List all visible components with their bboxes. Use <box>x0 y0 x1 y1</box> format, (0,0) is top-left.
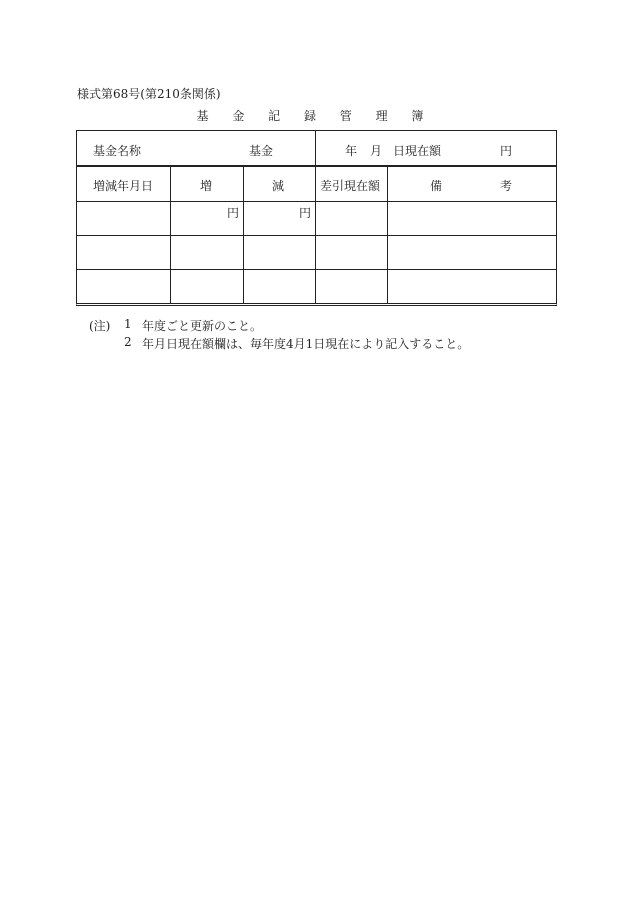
column-header-decrease: 減 <box>272 179 285 193</box>
col-divider-4 <box>387 167 388 304</box>
column-header-date: 増減年月日 <box>93 179 154 193</box>
column-header-balance: 差引現在額 <box>320 179 381 193</box>
decrease-yen-unit: 円 <box>299 206 312 220</box>
form-number: 様式第68号(第210条関係) <box>77 87 221 101</box>
fund-suffix: 基金 <box>249 144 274 158</box>
note-1-number: 1 <box>124 317 132 331</box>
column-header-divider <box>77 201 556 202</box>
notes-prefix: (注) <box>89 319 111 333</box>
year-label: 年 <box>345 144 358 158</box>
fund-record-ledger-table <box>76 130 557 306</box>
col-divider-2 <box>243 167 244 304</box>
column-header-remarks-1: 備 <box>430 179 443 193</box>
header-vertical-divider <box>315 131 316 166</box>
row-divider-1 <box>77 235 556 236</box>
col-divider-1 <box>170 167 171 304</box>
day-balance-label: 日現在額 <box>393 144 442 158</box>
month-label: 月 <box>370 144 383 158</box>
fund-name-label: 基金名称 <box>93 144 142 158</box>
note-2-text: 年月日現在額欄は、毎年度4月1日現在により記入すること。 <box>142 337 470 351</box>
column-header-increase: 増 <box>200 179 213 193</box>
note-1-text: 年度ごと更新のこと。 <box>142 319 263 333</box>
increase-yen-unit: 円 <box>227 206 240 220</box>
document-title: 基 金 記 録 管 理 簿 <box>196 109 434 123</box>
balance-yen-unit: 円 <box>500 144 513 158</box>
row-divider-2 <box>77 269 556 270</box>
col-divider-3 <box>315 167 316 304</box>
note-2-number: 2 <box>124 335 132 349</box>
column-header-remarks-2: 考 <box>500 179 513 193</box>
header-row-divider <box>77 165 556 167</box>
